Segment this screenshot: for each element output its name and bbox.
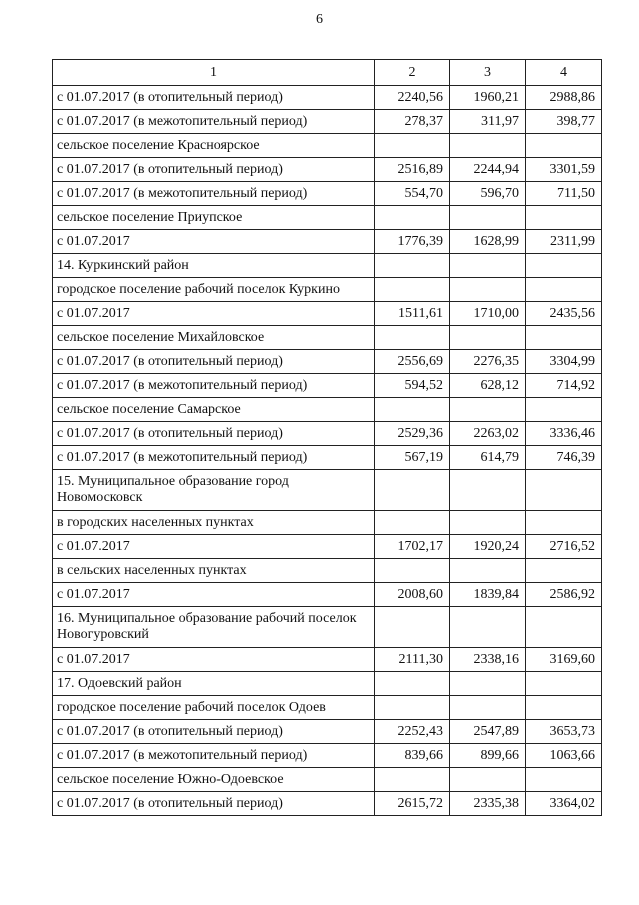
value-cell-col3: 2244,94	[450, 158, 526, 182]
row-label-cell: с 01.07.2017 (в отопительный период)	[53, 422, 375, 446]
table-row	[53, 607, 602, 648]
table-row	[53, 350, 602, 374]
value-cell-col2: 554,70	[375, 182, 450, 206]
value-cell-col3: 311,97	[450, 110, 526, 134]
value-cell-col3: 2547,89	[450, 720, 526, 744]
row-label-cell: городское поселение рабочий поселок Куркино	[53, 278, 375, 302]
value-cell-col4	[526, 559, 602, 583]
value-cell-col2	[375, 607, 450, 648]
value-cell-col3: 1960,21	[450, 86, 526, 110]
value-cell-col3	[450, 607, 526, 648]
value-cell-col4: 2988,86	[526, 86, 602, 110]
value-cell-col4: 398,77	[526, 110, 602, 134]
value-cell-col3	[450, 511, 526, 535]
value-cell-col2	[375, 398, 450, 422]
row-label-cell: с 01.07.2017 (в межотопительный период)	[53, 374, 375, 398]
value-cell-col4: 2586,92	[526, 583, 602, 607]
table-row	[53, 792, 602, 816]
value-cell-col4	[526, 768, 602, 792]
row-label-cell: сельское поселение Михайловское	[53, 326, 375, 350]
table-row	[53, 278, 602, 302]
table-row	[53, 302, 602, 326]
value-cell-col2	[375, 206, 450, 230]
row-label-cell: с 01.07.2017 (в межотопительный период)	[53, 182, 375, 206]
column-header-3: 3	[450, 60, 526, 86]
column-header-2: 2	[375, 60, 450, 86]
table-row	[53, 470, 602, 511]
row-label-cell: с 01.07.2017	[53, 230, 375, 254]
value-cell-col4: 2435,56	[526, 302, 602, 326]
value-cell-col2	[375, 559, 450, 583]
row-label-cell: в городских населенных пунктах	[53, 511, 375, 535]
column-header-4: 4	[526, 60, 602, 86]
row-label-cell: с 01.07.2017 (в межотопительный период)	[53, 744, 375, 768]
value-cell-col3: 899,66	[450, 744, 526, 768]
value-cell-col4	[526, 672, 602, 696]
value-cell-col4: 3304,99	[526, 350, 602, 374]
row-label-cell: с 01.07.2017 (в отопительный период)	[53, 158, 375, 182]
value-cell-col4	[526, 278, 602, 302]
row-label-cell: сельское поселение Южно-Одоевское	[53, 768, 375, 792]
row-label-cell: в сельских населенных пунктах	[53, 559, 375, 583]
value-cell-col4: 3169,60	[526, 648, 602, 672]
value-cell-col2	[375, 326, 450, 350]
value-cell-col3	[450, 206, 526, 230]
value-cell-col2: 2516,89	[375, 158, 450, 182]
value-cell-col2	[375, 278, 450, 302]
table-row	[53, 374, 602, 398]
row-label-cell: с 01.07.2017 (в отопительный период)	[53, 350, 375, 374]
value-cell-col3: 2338,16	[450, 648, 526, 672]
table-row	[53, 230, 602, 254]
value-cell-col3	[450, 398, 526, 422]
table-row	[53, 559, 602, 583]
value-cell-col2: 839,66	[375, 744, 450, 768]
value-cell-col3	[450, 326, 526, 350]
value-cell-col3	[450, 254, 526, 278]
table-row	[53, 446, 602, 470]
row-label-cell: с 01.07.2017	[53, 648, 375, 672]
table-row	[53, 583, 602, 607]
value-cell-col4	[526, 696, 602, 720]
value-cell-col2: 567,19	[375, 446, 450, 470]
value-cell-col4	[526, 398, 602, 422]
table-row	[53, 326, 602, 350]
row-label-cell: сельское поселение Приупское	[53, 206, 375, 230]
value-cell-col4: 714,92	[526, 374, 602, 398]
value-cell-col3	[450, 470, 526, 511]
value-cell-col2: 2111,30	[375, 648, 450, 672]
value-cell-col2: 2240,56	[375, 86, 450, 110]
value-cell-col3: 628,12	[450, 374, 526, 398]
table-row	[53, 672, 602, 696]
value-cell-col4: 1063,66	[526, 744, 602, 768]
value-cell-col3	[450, 768, 526, 792]
value-cell-col3	[450, 559, 526, 583]
table-row	[53, 768, 602, 792]
table-row	[53, 422, 602, 446]
table-row	[53, 110, 602, 134]
value-cell-col3	[450, 278, 526, 302]
value-cell-col4: 3336,46	[526, 422, 602, 446]
row-label-cell: с 01.07.2017 (в межотопительный период)	[53, 446, 375, 470]
row-label-cell: с 01.07.2017 (в отопительный период)	[53, 86, 375, 110]
value-cell-col2: 2615,72	[375, 792, 450, 816]
value-cell-col2: 2008,60	[375, 583, 450, 607]
row-label-cell: с 01.07.2017	[53, 583, 375, 607]
table-row	[53, 511, 602, 535]
value-cell-col4	[526, 254, 602, 278]
value-cell-col2	[375, 511, 450, 535]
value-cell-col4: 746,39	[526, 446, 602, 470]
value-cell-col3: 1839,84	[450, 583, 526, 607]
value-cell-col4: 3301,59	[526, 158, 602, 182]
value-cell-col4	[526, 326, 602, 350]
row-label-cell: с 01.07.2017 (в отопительный период)	[53, 792, 375, 816]
table-row	[53, 535, 602, 559]
value-cell-col3: 596,70	[450, 182, 526, 206]
page-number: 6	[316, 12, 323, 27]
table-body	[53, 86, 602, 816]
table-row	[53, 720, 602, 744]
row-label-cell: 14. Куркинский район	[53, 254, 375, 278]
table-row	[53, 182, 602, 206]
value-cell-col3	[450, 696, 526, 720]
value-cell-col2: 2556,69	[375, 350, 450, 374]
table-row	[53, 86, 602, 110]
value-cell-col2	[375, 254, 450, 278]
value-cell-col3: 1710,00	[450, 302, 526, 326]
value-cell-col4: 3653,73	[526, 720, 602, 744]
value-cell-col3	[450, 134, 526, 158]
table-header-row	[53, 60, 602, 86]
value-cell-col4	[526, 511, 602, 535]
value-cell-col3: 2335,38	[450, 792, 526, 816]
value-cell-col2	[375, 672, 450, 696]
row-label-cell: 15. Муниципальное образование город Новомосковск	[53, 470, 375, 511]
value-cell-col2: 2252,43	[375, 720, 450, 744]
row-label-cell: с 01.07.2017	[53, 535, 375, 559]
value-cell-col2	[375, 470, 450, 511]
value-cell-col3: 2263,02	[450, 422, 526, 446]
table-row	[53, 744, 602, 768]
row-label-cell: с 01.07.2017 (в отопительный период)	[53, 720, 375, 744]
value-cell-col3: 1920,24	[450, 535, 526, 559]
value-cell-col2: 1702,17	[375, 535, 450, 559]
table-row	[53, 134, 602, 158]
value-cell-col4: 711,50	[526, 182, 602, 206]
tariff-table	[52, 59, 602, 816]
table-row	[53, 254, 602, 278]
value-cell-col4: 2311,99	[526, 230, 602, 254]
value-cell-col2: 278,37	[375, 110, 450, 134]
table-row	[53, 206, 602, 230]
table-row	[53, 648, 602, 672]
value-cell-col2: 1776,39	[375, 230, 450, 254]
value-cell-col4: 2716,52	[526, 535, 602, 559]
value-cell-col4	[526, 134, 602, 158]
value-cell-col3: 2276,35	[450, 350, 526, 374]
value-cell-col2	[375, 696, 450, 720]
value-cell-col4	[526, 206, 602, 230]
row-label-cell: сельское поселение Самарское	[53, 398, 375, 422]
row-label-cell: 16. Муниципальное образование рабочий поселок Новогуровский	[53, 607, 375, 648]
value-cell-col2	[375, 134, 450, 158]
row-label-cell: 17. Одоевский район	[53, 672, 375, 696]
table-row	[53, 696, 602, 720]
value-cell-col2: 594,52	[375, 374, 450, 398]
row-label-cell: с 01.07.2017 (в межотопительный период)	[53, 110, 375, 134]
row-label-cell: с 01.07.2017	[53, 302, 375, 326]
value-cell-col2: 2529,36	[375, 422, 450, 446]
row-label-cell: сельское поселение Красноярское	[53, 134, 375, 158]
row-label-cell: городское поселение рабочий поселок Одоев	[53, 696, 375, 720]
column-header-1: 1	[53, 60, 375, 86]
value-cell-col3: 614,79	[450, 446, 526, 470]
value-cell-col3	[450, 672, 526, 696]
value-cell-col2	[375, 768, 450, 792]
value-cell-col4: 3364,02	[526, 792, 602, 816]
value-cell-col4	[526, 470, 602, 511]
value-cell-col3: 1628,99	[450, 230, 526, 254]
value-cell-col4	[526, 607, 602, 648]
table-row	[53, 158, 602, 182]
table-row	[53, 398, 602, 422]
value-cell-col2: 1511,61	[375, 302, 450, 326]
